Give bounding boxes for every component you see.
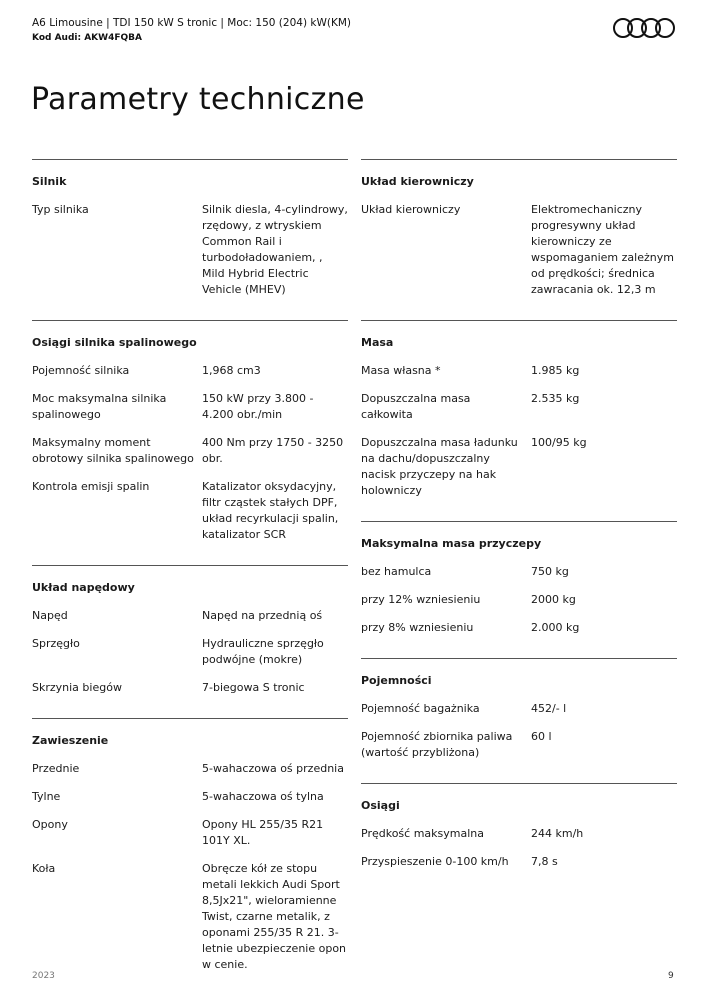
spec-value: 2.535 kg xyxy=(531,392,580,405)
spec-row xyxy=(32,391,348,423)
section-osiagi xyxy=(361,783,677,892)
spec-label: Przyspieszenie 0-100 km/h xyxy=(361,855,509,868)
spec-row xyxy=(32,202,348,298)
spec-label: Moc maksymalna silnika spalinowego xyxy=(32,392,167,421)
spec-value: 2.000 kg xyxy=(531,621,580,634)
spec-row xyxy=(361,592,677,608)
spec-label: Dopuszczalna masa całkowita xyxy=(361,392,471,421)
section-pojemnosci xyxy=(361,658,677,783)
spec-row xyxy=(32,435,348,467)
audi-rings-logo xyxy=(612,16,676,40)
spec-value: 60 l xyxy=(531,730,552,743)
spec-label: przy 8% wzniesieniu xyxy=(361,621,474,634)
vehicle-header xyxy=(32,17,351,29)
spec-row xyxy=(361,564,677,580)
spec-row xyxy=(361,363,677,379)
spec-value: 1.985 kg xyxy=(531,364,580,377)
model-spec: | TDI 150 kW S tronic | Moc: 150 (204) kW(KM) xyxy=(106,17,351,29)
section-title: Masa xyxy=(361,336,394,349)
spec-value: Elektromechaniczny progresywny układ kierowniczy ze wspomaganiem zależnym od prędkości; średnica zawracania ok. 12,3 m xyxy=(531,203,674,296)
section-uklad-kierowniczy xyxy=(361,159,677,320)
spec-value: 1,968 cm3 xyxy=(202,364,261,377)
spec-label: Pojemność bagażnika xyxy=(361,702,480,715)
spec-row xyxy=(32,608,348,624)
spec-value: 244 km/h xyxy=(531,827,584,840)
section-title: Maksymalna masa przyczepy xyxy=(361,537,542,550)
section-uklad-napedowy xyxy=(32,565,348,718)
section-masa xyxy=(361,320,677,521)
spec-row xyxy=(32,680,348,696)
spec-value: 750 kg xyxy=(531,565,569,578)
spec-value: 2000 kg xyxy=(531,593,576,606)
spec-value: Opony HL 255/35 R21 101Y XL. xyxy=(202,818,324,847)
spec-value: Katalizator oksydacyjny, filtr cząstek stałych DPF, układ recyrkulacji spalin, katalizator SCR xyxy=(202,480,339,541)
spec-row xyxy=(32,363,348,379)
spec-value: 100/95 kg xyxy=(531,436,587,449)
section-title: Osiągi xyxy=(361,799,400,812)
spec-row xyxy=(32,861,348,973)
spec-label: Koła xyxy=(32,862,56,875)
section-osiagi-silnika xyxy=(32,320,348,565)
spec-value: Obręcze kół ze stopu metali lekkich Audi Sport 8,5Jx21", wieloramienne Twist, czarne metalik, z oponami 255/35 R 21. 3-letnie ubezpieczenie opon w cenie. xyxy=(202,862,347,971)
spec-value: 7,8 s xyxy=(531,855,558,868)
section-title: Pojemności xyxy=(361,674,432,687)
spec-row xyxy=(361,435,677,499)
right-column xyxy=(361,159,677,892)
spec-row xyxy=(361,620,677,636)
section-zawieszenie xyxy=(32,718,348,995)
footer-date: 2023 xyxy=(32,971,55,981)
spec-label: Masa własna * xyxy=(361,364,441,377)
page-number: 9 xyxy=(668,971,674,981)
spec-row xyxy=(361,729,677,761)
spec-value: Hydrauliczne sprzęgło podwójne (mokre) xyxy=(202,637,324,666)
spec-value: Napęd na przednią oś xyxy=(202,609,323,622)
spec-value: Silnik diesla, 4-cylindrowy, rzędowy, z wtryskiem Common Rail i turbodoładowaniem, , Mild Hybrid Electric Vehicle (MHEV) xyxy=(202,203,348,296)
spec-value: 452/- l xyxy=(531,702,567,715)
spec-label: Skrzynia biegów xyxy=(32,681,122,694)
section-masa-przyczepy xyxy=(361,521,677,658)
spec-label: Układ kierowniczy xyxy=(361,203,461,216)
page-title: Parametry techniczne xyxy=(31,82,365,117)
spec-label: Prędkość maksymalna xyxy=(361,827,484,840)
spec-row xyxy=(361,391,677,423)
spec-row xyxy=(32,817,348,849)
model-name: A6 Limousine xyxy=(32,17,103,29)
spec-row xyxy=(32,789,348,805)
section-silnik xyxy=(32,159,348,320)
section-title: Zawieszenie xyxy=(32,734,109,747)
spec-row xyxy=(32,761,348,777)
spec-value: 400 Nm przy 1750 - 3250 obr. xyxy=(202,436,344,465)
spec-value: 7-biegowa S tronic xyxy=(202,681,305,694)
spec-label: Sprzęgło xyxy=(32,637,80,650)
spec-label: Pojemność silnika xyxy=(32,364,130,377)
spec-label: Napęd xyxy=(32,609,68,622)
spec-label: przy 12% wzniesieniu xyxy=(361,593,481,606)
spec-label: Opony xyxy=(32,818,68,831)
spec-label: Kontrola emisji spalin xyxy=(32,480,150,493)
spec-value: 150 kW przy 3.800 - 4.200 obr./min xyxy=(202,392,314,421)
spec-value: 5-wahaczowa oś tylna xyxy=(202,790,324,803)
section-title: Silnik xyxy=(32,175,67,188)
spec-label: Maksymalny moment obrotowy silnika spalinowego xyxy=(32,436,194,465)
section-title: Układ kierowniczy xyxy=(361,175,474,188)
section-title: Osiągi silnika spalinowego xyxy=(32,336,197,349)
left-column xyxy=(32,159,348,995)
spec-row xyxy=(32,479,348,543)
spec-label: Pojemność zbiornika paliwa (wartość przybliżona) xyxy=(361,730,513,759)
spec-row xyxy=(361,701,677,717)
spec-row xyxy=(361,826,677,842)
spec-label: Dopuszczalna masa ładunku na dachu/dopuszczalny nacisk przyczepy na hak holowniczy xyxy=(361,436,518,497)
spec-label: bez hamulca xyxy=(361,565,432,578)
spec-label: Przednie xyxy=(32,762,80,775)
audi-code: Kod Audi: AKW4FQBA xyxy=(32,33,142,43)
spec-row xyxy=(361,854,677,870)
section-title: Układ napędowy xyxy=(32,581,135,594)
spec-row xyxy=(32,636,348,668)
spec-row xyxy=(361,202,677,298)
spec-label: Typ silnika xyxy=(32,203,89,216)
spec-label: Tylne xyxy=(32,790,61,803)
spec-value: 5-wahaczowa oś przednia xyxy=(202,762,344,775)
